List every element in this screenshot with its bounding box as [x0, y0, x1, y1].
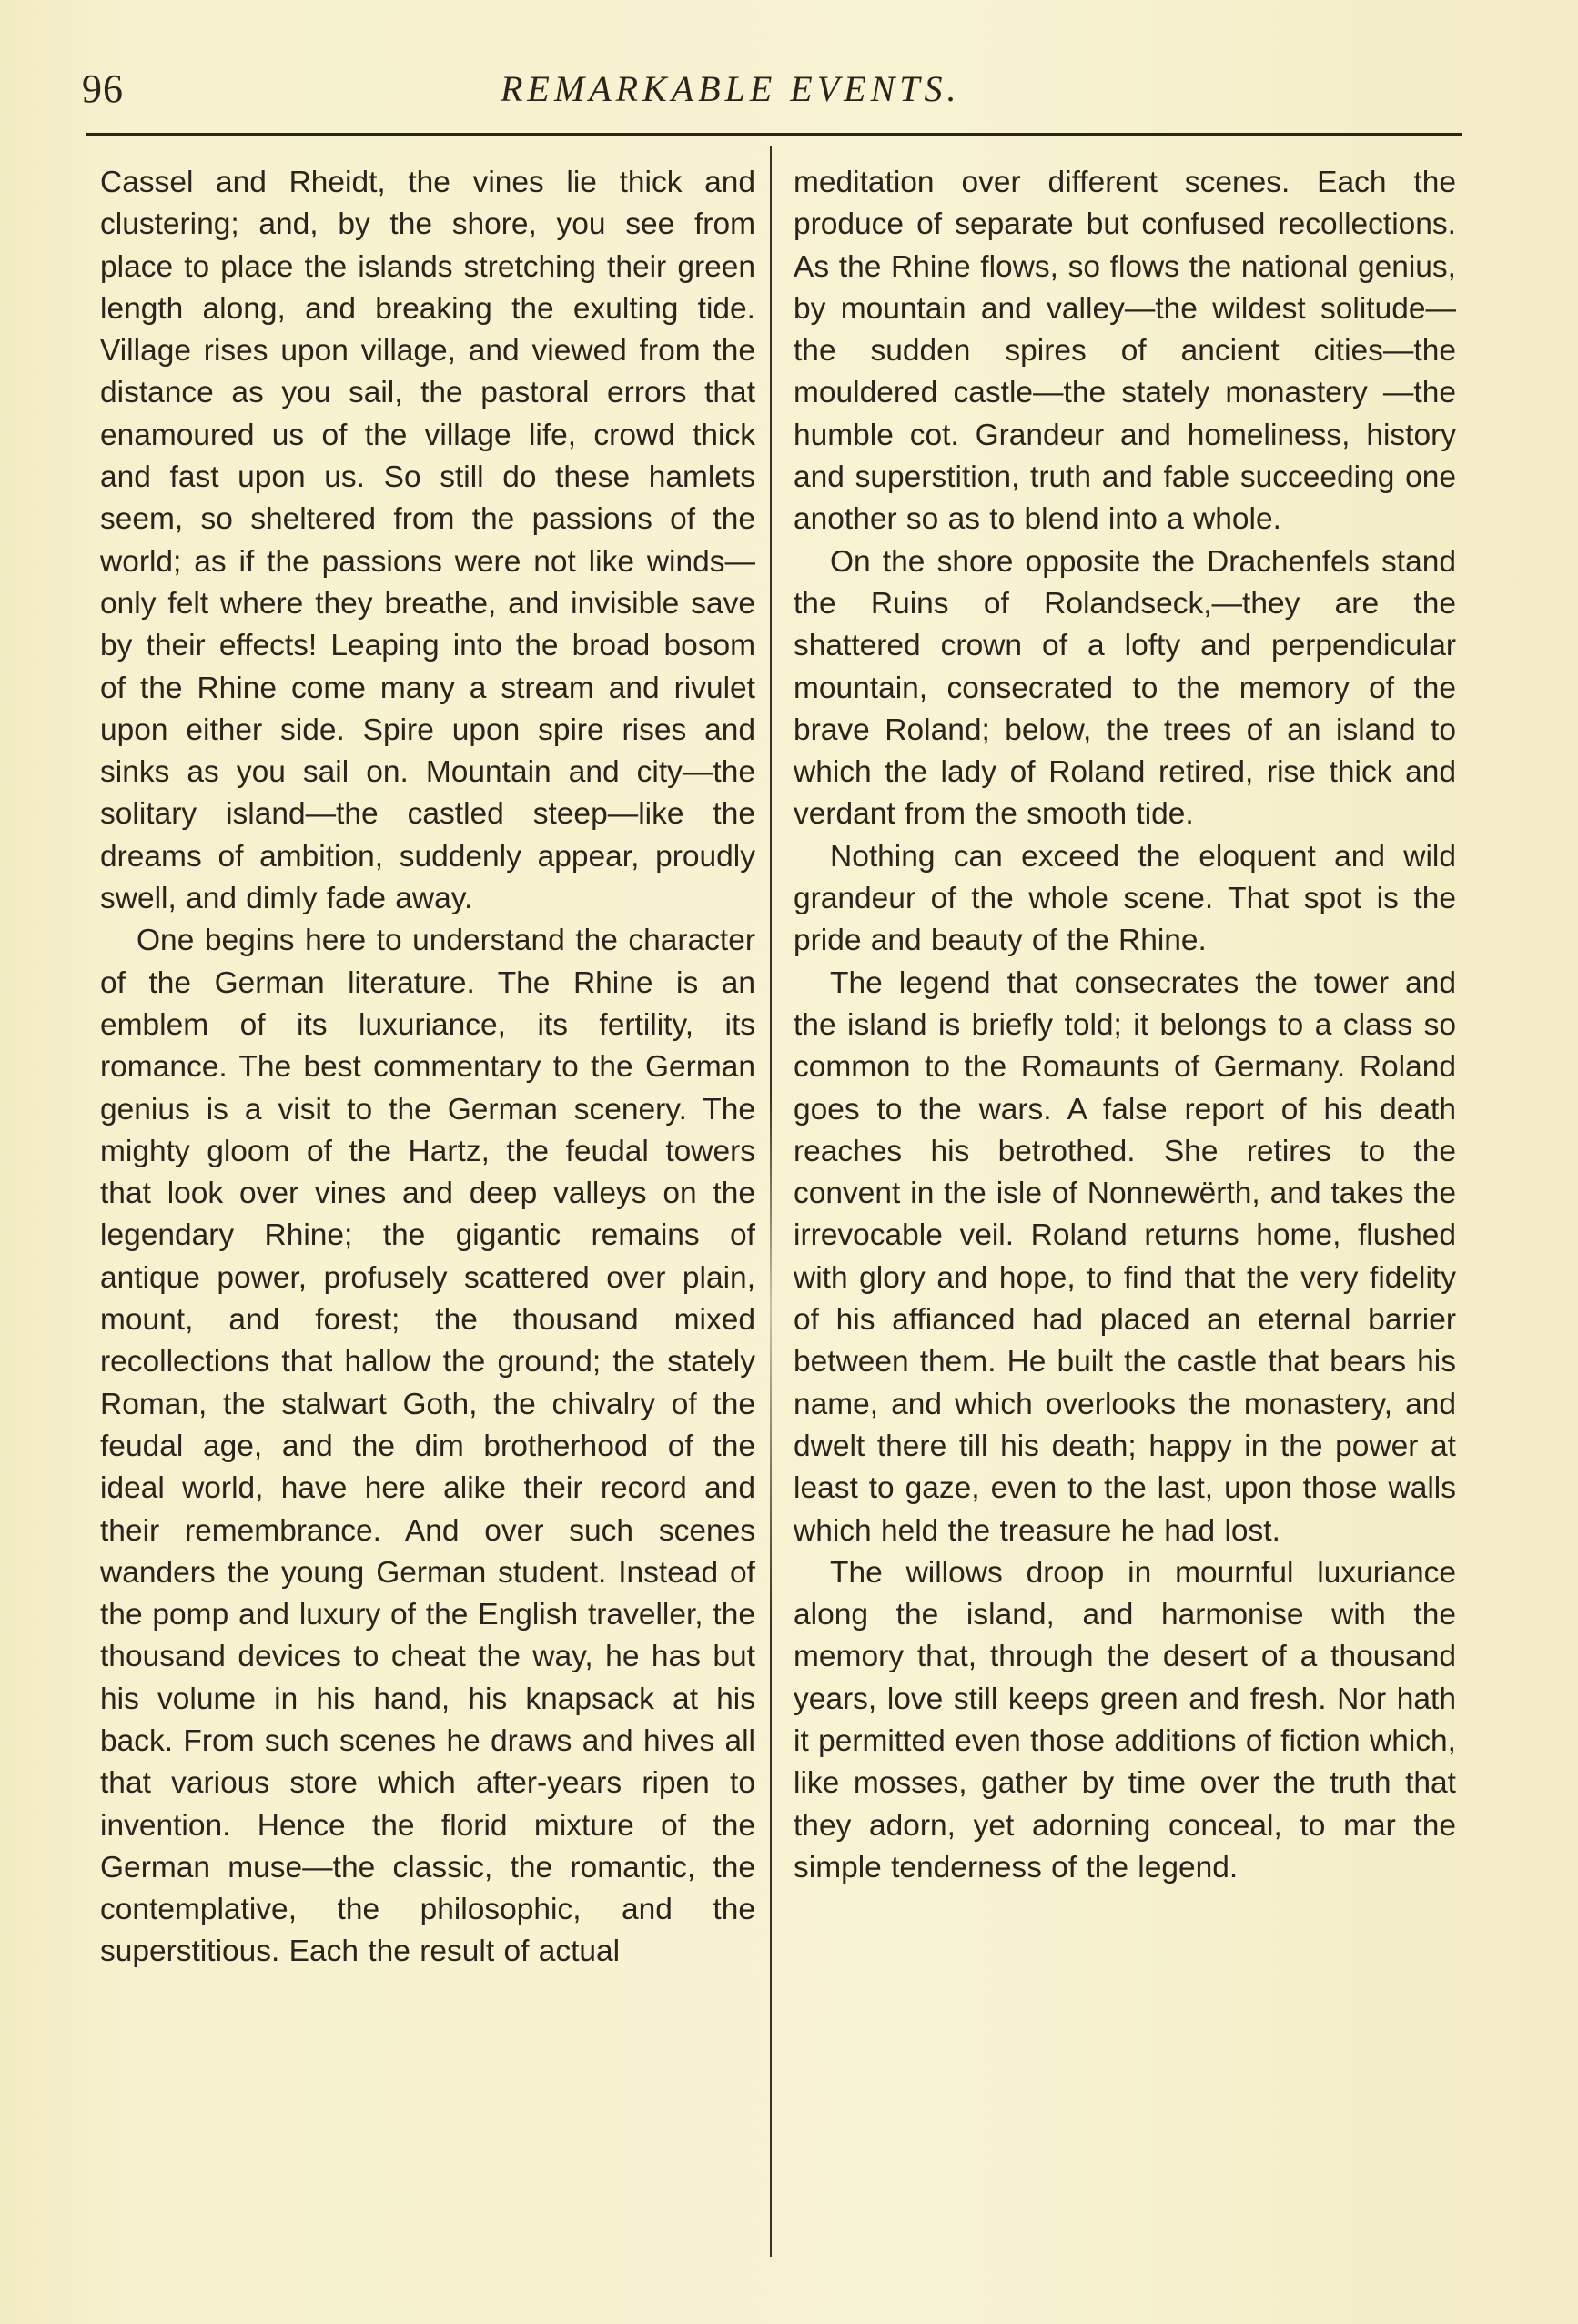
- paragraph: The legend that consecrates the tower and the island is briefly told; it belongs to a class so common to the Romaunts of Germany. Roland goes to the wars. A false report of his death reaches his betrothed. She retires to the convent in the isle of Nonnewërth, and takes the irrevocable veil. Roland returns home, flushed with glory and hope, to find that the very fidelity of his affianced had placed an eternal barrier between them. He built the castle that bears his name, and which overlooks the monastery, and dwelt there till his death; happy in the power at least to gaze, even to the last, upon those walls which held the treasure he had lost.: [794, 965, 1456, 1548]
- page-number: 96: [82, 66, 124, 111]
- paragraph: Nothing can exceed the eloquent and wild grandeur of the whole scene. That spot is the pride and beauty of the Rhine.: [794, 839, 1456, 958]
- paragraph: meditation over different scenes. Each the produce of separate but confused recollections. As the Rhine flows, so flows the national genius, by mountain and valley—the wildest solitude—the sudden spires of ancient cities—the mouldered castle—the stately monastery —the humble cot. Grandeur and homeliness, history and superstition, truth and fable succeeding one another so as to blend into a whole.: [794, 166, 1456, 537]
- running-head: REMARKABLE EVENTS.: [501, 68, 961, 109]
- left-column: [100, 162, 755, 1974]
- right-column: [794, 162, 1456, 1889]
- paragraph: One begins here to understand the character of the German literature. The Rhine is an emblem of its luxuriance, its fertility, its romance. The best commentary to the German genius is a visit to the German scenery. The mighty gloom of the Hartz, the feudal towers that look over vines and deep valleys on the legendary Rhine; the gigantic remains of antique power, profusely scattered over plain, mount, and forest; the thousand mixed recollections that hallow the ground; the stately Roman, the stalwart Goth, the chivalry of the feudal age, and the dim brotherhood of the ideal world, have here alike their record and their remembrance. And over such scenes wanders the young German student. Instead of the pomp and luxury of the English traveller, the thousand devices to cheat the way, he has but his volume in his hand, his knapsack at his back. From such scenes he draws and hives all that various store which after-years ripen to invention. Hence the florid mixture of the German muse—the classic, the romantic, the contemplative, the philosophic, and the superstitious. Each the result of actual: [100, 924, 755, 1969]
- page-header: [82, 66, 1465, 120]
- paragraph: Cassel and Rheidt, the vines lie thick and clustering; and, by the shore, you see from place to place the islands stretching their green length along, and breaking the exulting tide. Village rises upon village, and viewed from the distance as you sail, the pastoral errors that enamoured us of the village life, crowd thick and fast upon us. So still do these hamlets seem, so sheltered from the passions of the world; as if the passions were not like winds—only felt where they breathe, and invisible save by their effects! Leaping into the broad bosom of the Rhine come many a stream and rivulet upon either side. Spire upon spire rises and sinks as you sail on. Mountain and city—the solitary island—the castled steep—like the dreams of ambition, suddenly appear, proudly swell, and dimly fade away.: [100, 166, 755, 916]
- header-rule: [86, 133, 1462, 136]
- paragraph: The willows droop in mournful luxuriance along the island, and harmonise with the memory that, through the desert of a thousand years, love still keeps green and fresh. Nor hath it permitted even those additions of fiction which, like mosses, gather by time over the truth that they adorn, yet adorning conceal, to mar the simple tenderness of the legend.: [794, 1555, 1456, 1884]
- paragraph: On the shore opposite the Drachenfels stand the Ruins of Rolandseck,—they are the shattered crown of a lofty and perpendicular mountain, consecrated to the memory of the brave Roland; below, the trees of an island to which the lady of Roland retired, rise thick and verdant from the smooth tide.: [794, 544, 1456, 832]
- column-divider: [770, 146, 772, 2257]
